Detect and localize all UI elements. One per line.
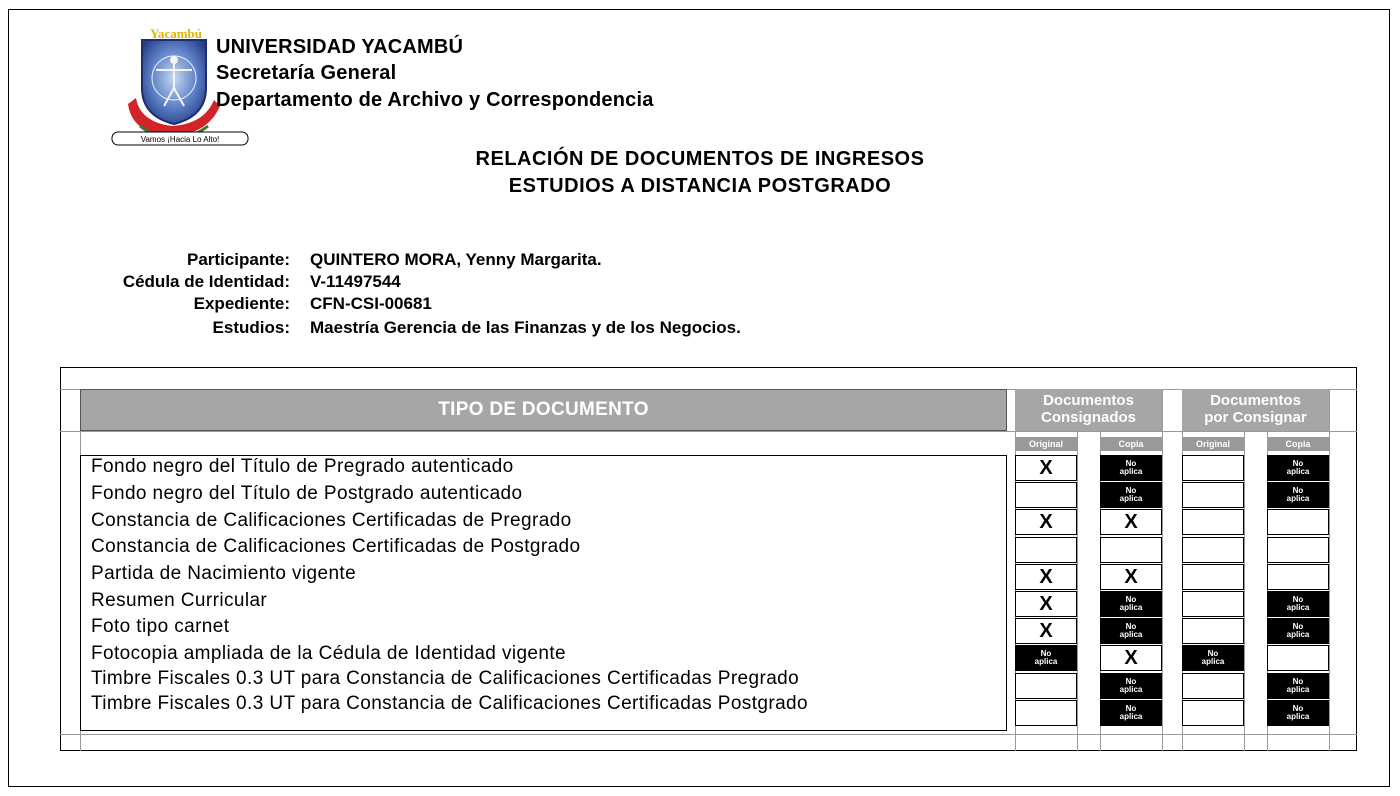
consignados-copia-cell [1100, 509, 1162, 535]
university-name: UNIVERSIDAD YACAMBÚ [216, 36, 464, 58]
consignados-copia-cell [1100, 673, 1162, 699]
no-aplica-line1: No [1292, 704, 1304, 713]
por-consignar-copia-cell [1267, 509, 1329, 535]
document-subtitle: ESTUDIOS A DISTANCIA POSTGRADO [508, 175, 892, 197]
check-mark: X [1039, 619, 1053, 642]
logo-wordmark: Yacambú [150, 26, 203, 41]
document-title: RELACIÓN DE DOCUMENTOS DE INGRESOS [475, 148, 925, 170]
document-type-item: Foto tipo carnet [91, 616, 230, 637]
check-mark: X [1124, 510, 1138, 533]
consignados-header [1015, 389, 1162, 431]
consignados-copia-cell [1100, 482, 1162, 508]
consignados-original-cell [1015, 700, 1077, 726]
por-consignar-original-cell [1182, 618, 1244, 644]
document-type-item: Fondo negro del Título de Pregrado autenticado [91, 456, 514, 477]
consignados-original-cell [1015, 673, 1077, 699]
no-aplica-line2: aplica [1286, 630, 1310, 639]
no-aplica-line1: No [1125, 622, 1137, 631]
check-mark: X [1124, 646, 1138, 669]
por-consignar-original-cell [1182, 591, 1244, 617]
por-consignar-copia-cell [1267, 591, 1329, 617]
check-mark: X [1039, 565, 1053, 588]
no-aplica-line1: No [1207, 649, 1219, 658]
por-consignar-header-line2: por Consignar [1204, 409, 1307, 426]
no-aplica-line1: No [1125, 459, 1137, 468]
por-consignar-header-line1: Documentos [1210, 392, 1301, 409]
no-aplica-line2: aplica [1119, 603, 1143, 612]
participant-field-value: V-11497544 [310, 272, 401, 291]
no-aplica-line2: aplica [1286, 685, 1310, 694]
consignados-copia-cell [1100, 591, 1162, 617]
por-consignar-original-header: Original [1182, 437, 1244, 451]
consignados-copia-cell [1100, 537, 1162, 563]
no-aplica-line2: aplica [1119, 630, 1143, 639]
por-consignar-header [1182, 389, 1329, 431]
no-aplica-line1: No [1125, 704, 1137, 713]
participant-field-value: QUINTERO MORA, Yenny Margarita. [310, 250, 602, 269]
por-consignar-copia-cell [1267, 618, 1329, 644]
no-aplica-line2: aplica [1286, 467, 1310, 476]
por-consignar-copia-cell [1267, 537, 1329, 563]
no-aplica-line1: No [1292, 486, 1304, 495]
no-aplica-line2: aplica [1119, 494, 1143, 503]
secretaria-general: Secretaría General [216, 62, 397, 84]
no-aplica-line1: No [1292, 595, 1304, 604]
consignados-original-cell [1015, 564, 1077, 590]
no-aplica-line2: aplica [1286, 712, 1310, 721]
no-aplica-line1: No [1125, 595, 1137, 604]
consignados-header-line2: Consignados [1040, 409, 1136, 426]
check-mark: X [1039, 592, 1053, 615]
consignados-original-cell [1015, 482, 1077, 508]
por-consignar-original-cell [1182, 673, 1244, 699]
no-aplica-line2: aplica [1119, 467, 1143, 476]
por-consignar-original-cell [1182, 455, 1244, 481]
consignados-original-cell [1015, 509, 1077, 535]
no-aplica-line1: No [1125, 677, 1137, 686]
por-consignar-original-cell [1182, 645, 1244, 671]
check-mark: X [1124, 565, 1138, 588]
logo-motto: Vamos ¡Hacia Lo Alto! [140, 135, 220, 144]
por-consignar-copia-cell [1267, 673, 1329, 699]
document-type-item: Constancia de Calificaciones Certificadas de Postgrado [91, 536, 581, 557]
no-aplica-line2: aplica [1286, 494, 1310, 503]
participant-field-label: Participante: [187, 250, 290, 269]
por-consignar-copia-cell [1267, 482, 1329, 508]
por-consignar-copia-cell [1267, 700, 1329, 726]
consignados-copia-cell [1100, 700, 1162, 726]
consignados-original-cell [1015, 537, 1077, 563]
participant-field-value: Maestría Gerencia de las Finanzas y de los Negocios. [310, 318, 741, 337]
consignados-original-cell [1015, 645, 1077, 671]
document-type-item: Timbre Fiscales 0.3 UT para Constancia de Calificaciones Certificadas Postgrado [91, 693, 808, 714]
check-mark: X [1039, 510, 1053, 533]
check-mark: X [1039, 456, 1053, 479]
tipo-documento-header: TIPO DE DOCUMENTO [80, 389, 1007, 431]
consignados-original-cell [1015, 455, 1077, 481]
por-consignar-original-cell [1182, 564, 1244, 590]
participant-field-value: CFN-CSI-00681 [310, 294, 432, 313]
no-aplica-line2: aplica [1034, 657, 1058, 666]
por-consignar-copia-cell [1267, 564, 1329, 590]
departamento: Departamento de Archivo y Correspondencia [216, 89, 654, 111]
no-aplica-line2: aplica [1201, 657, 1225, 666]
no-aplica-line1: No [1125, 486, 1137, 495]
participant-field-label: Cédula de Identidad: [122, 272, 290, 291]
document-type-item: Resumen Curricular [91, 590, 268, 611]
document-type-item: Partida de Nacimiento vigente [91, 563, 357, 584]
document-type-item: Fondo negro del Título de Postgrado autenticado [91, 483, 523, 504]
document-type-item: Constancia de Calificaciones Certificadas de Pregrado [91, 510, 572, 531]
por-consignar-original-cell [1182, 509, 1244, 535]
consignados-original-header: Original [1015, 437, 1077, 451]
por-consignar-original-cell [1182, 482, 1244, 508]
document-type-item: Timbre Fiscales 0.3 UT para Constancia de Calificaciones Certificadas Pregrado [91, 668, 800, 689]
por-consignar-original-cell [1182, 537, 1244, 563]
no-aplica-line2: aplica [1119, 712, 1143, 721]
consignados-copia-cell [1100, 455, 1162, 481]
participant-field-label: Expediente: [193, 294, 290, 313]
no-aplica-line1: No [1292, 677, 1304, 686]
consignados-copia-cell [1100, 564, 1162, 590]
consignados-copia-header: Copia [1100, 437, 1162, 451]
por-consignar-original-cell [1182, 700, 1244, 726]
consignados-original-cell [1015, 591, 1077, 617]
participant-field-label: Estudios: [212, 318, 290, 337]
no-aplica-line1: No [1292, 622, 1304, 631]
consignados-copia-cell [1100, 645, 1162, 671]
no-aplica-line2: aplica [1286, 603, 1310, 612]
no-aplica-line1: No [1292, 459, 1304, 468]
consignados-copia-cell [1100, 618, 1162, 644]
no-aplica-line1: No [1040, 649, 1052, 658]
consignados-original-cell [1015, 618, 1077, 644]
document-type-item: Fotocopia ampliada de la Cédula de Identidad vigente [91, 643, 567, 664]
no-aplica-line2: aplica [1119, 685, 1143, 694]
por-consignar-copia-cell [1267, 455, 1329, 481]
por-consignar-copia-header: Copia [1267, 437, 1329, 451]
consignados-header-line1: Documentos [1043, 392, 1134, 409]
por-consignar-copia-cell [1267, 645, 1329, 671]
